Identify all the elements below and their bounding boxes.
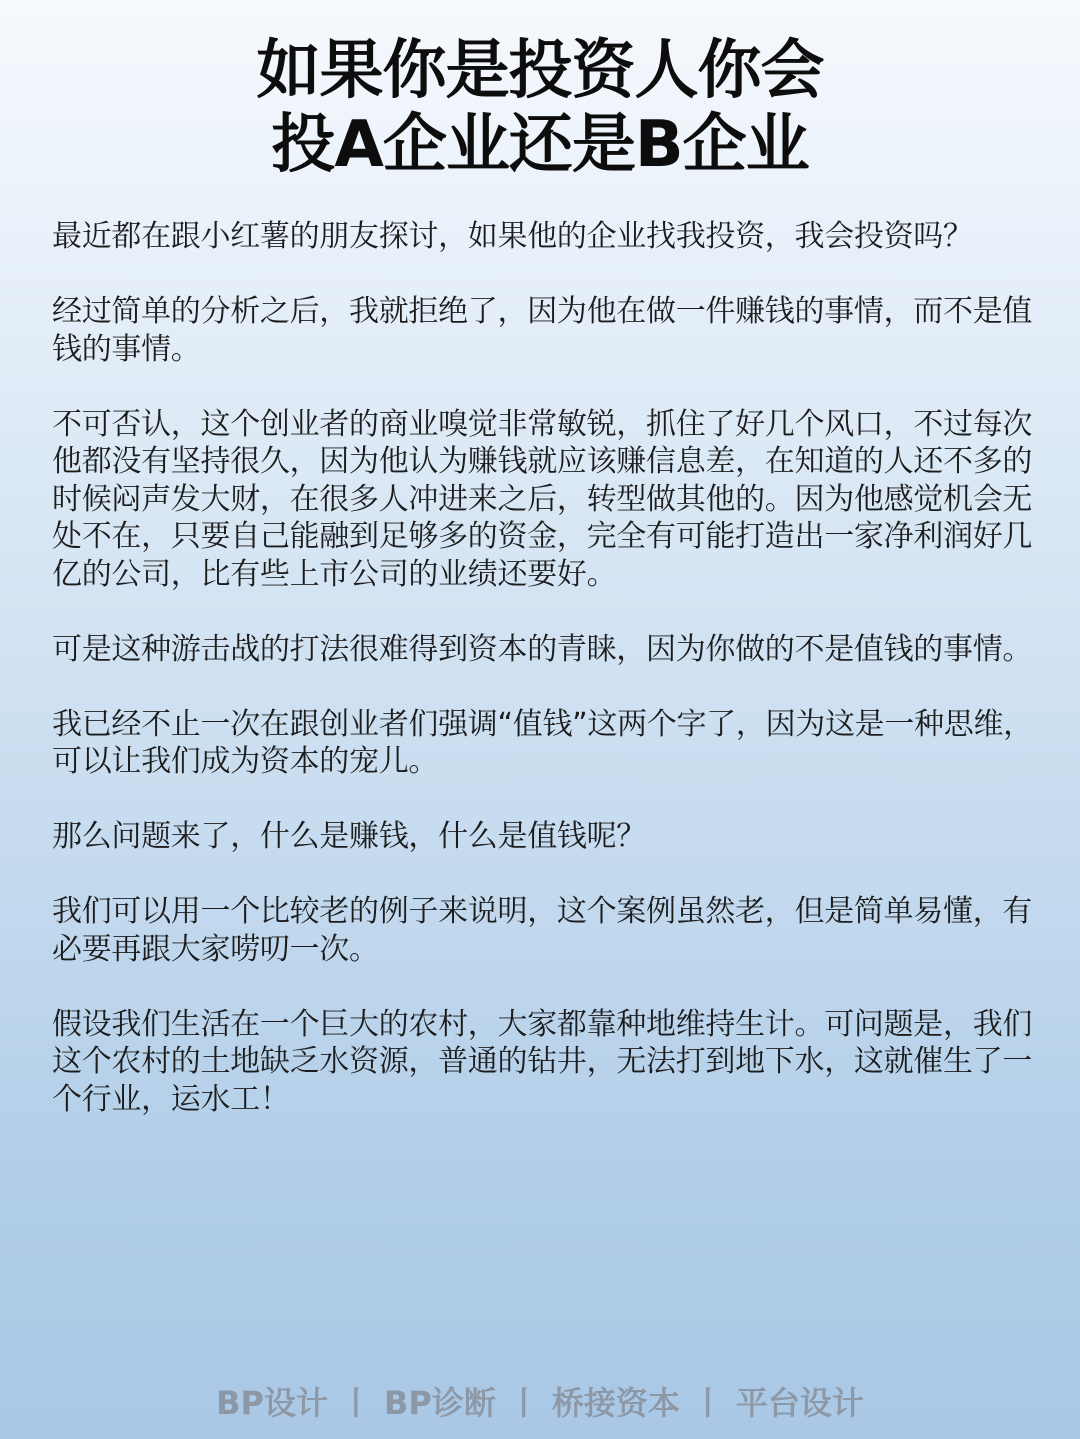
paragraph-1: 最近都在跟小红薯的朋友探讨，如果他的企业找我投资，我会投资吗？ [52,219,973,254]
paragraph-7: 我们可以用一个比较老的例子来说明，这个案例虽然老，但是简单易懂，有必要再跟大家唠叨一次。 [52,894,1033,967]
footer-item-bp-diagnosis: BP诊断 [383,1384,496,1422]
footer-item-platform-design: 平台设计 [735,1384,864,1422]
paragraph-4: 可是这种游击战的打法很难得到资本的青睐，因为你做的不是值钱的事情。 [52,631,1033,667]
paragraph-3: 不可否认，这个创业者的商业嗅觉非常敏锐，抓住了好几个风口，不过每次他都没有坚持很久，因为他认为赚钱就应该赚信息差，在知道的人还不多的时候闷声发大财，在很多人冲进来之后，转型做其他的。因为他感觉机会无处不在，只要自己能融到足够多的资金，完全有可能打造出一家净利润好几亿的公司，比有些上市公司的业绩还要好。 [52,406,1033,592]
title-line-2: 投A企业还是B企业 [271,108,809,182]
paragraph-6: 那么问题来了，什么是赚钱，什么是值钱呢？ [52,819,646,854]
footer-separator: 丨 [507,1384,540,1422]
footer-item-bridge-capital: 桥接资本 [551,1384,680,1422]
paragraph-5: 我已经不止一次在跟创业者们强调“值钱”这两个字了，因为这是一种思维，可以让我们成为资本的宠儿。 [52,706,1033,779]
article-body [52,218,1042,1156]
paragraph-2: 经过简单的分析之后，我就拒绝了，因为他在做一件赚钱的事情，而不是值钱的事情。 [52,294,1033,367]
footer-separator: 丨 [339,1384,372,1422]
title-line-1: 如果你是投资人你会 [256,34,824,108]
footer-item-bp-design: BP设计 [216,1384,328,1422]
footer-tagline [0,1378,1080,1428]
footer-separator: 丨 [691,1384,724,1422]
paragraph-8: 假设我们生活在一个巨大的农村，大家都靠种地维持生计。可问题是，我们这个农村的土地缺乏水资源，普通的钻井，无法打到地下水，这就催生了一个行业，运水工！ [52,1006,1033,1117]
page-title [0,34,1080,182]
